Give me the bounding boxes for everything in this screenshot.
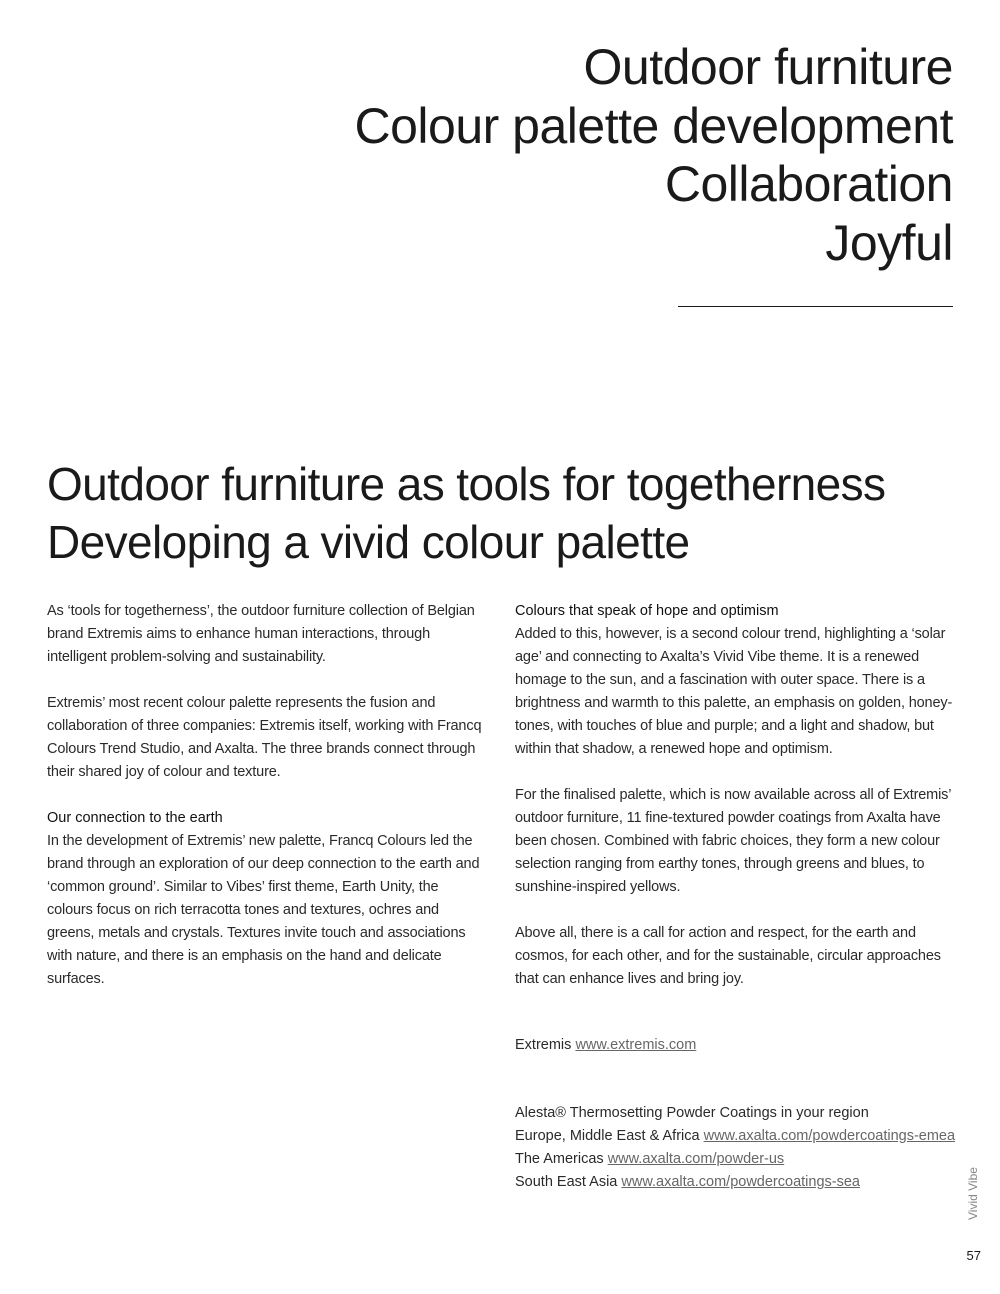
right-paragraph-2: For the finalised palette, which is now available across all of Extremis’ outdoor furniture, 11 fine-textured powder coatings from Axalta have been chosen. Combined with fabric choices, they form a new colour selection ranging from earthy tones, through greens and blues, to sunshine-inspired yellows. — [515, 787, 951, 895]
axalta-region-row — [515, 1125, 955, 1148]
article-title-line-2: Developing a vivid colour palette — [47, 516, 690, 568]
extremis-credit — [515, 1034, 696, 1057]
axalta-region-row — [515, 1171, 955, 1194]
header-line-colour-palette: Colour palette development — [354, 97, 953, 154]
header-keywords — [253, 38, 953, 272]
right-paragraph-3: Above all, there is a call for action and respect, for the earth and cosmos, for each other, and for the sustainable, circular approaches that can enhance lives and bring joy. — [515, 925, 941, 987]
right-paragraph-1: Added to this, however, is a second colour trend, highlighting a ‘solar age’ and connecting to Axalta’s Vivid Vibe theme. It is a renewed homage to the sun, and a fascination with outer space. There is a brightness and warmth to this palette, an emphasis on golden, honey-tones, with touches of blue and purple; and a light and shadow, but within that shadow, a renewed hope and optimism. — [515, 626, 953, 757]
header-line-outdoor-furniture: Outdoor furniture — [583, 39, 953, 95]
axalta-emea-link[interactable]: www.axalta.com/powdercoatings-emea — [703, 1128, 956, 1144]
axalta-region-label: South East Asia — [515, 1174, 618, 1190]
axalta-us-link[interactable]: www.axalta.com/powder-us — [607, 1151, 785, 1167]
header-line-collaboration: Collaboration — [664, 156, 953, 212]
left-paragraph-3: In the development of Extremis’ new palette, Francq Colours led the brand through an exploration of our deep connection to the earth and ‘common ground’. Similar to Vibes’ first theme, Earth Unity, the colours focus on rich terracotta tones and textures, ochres and greens, metals and crystals. Textures invite touch and associations with nature, and there is an emphasis on the hand and delicate surfaces. — [47, 833, 480, 987]
extremis-link[interactable]: www.extremis.com — [575, 1037, 697, 1053]
axalta-region-label: Europe, Middle East & Africa — [515, 1128, 700, 1144]
axalta-region-label: The Americas — [515, 1151, 604, 1167]
left-paragraph-2: Extremis’ most recent colour palette represents the fusion and collaboration of three companies: Extremis itself, working with Francq Colours Trend Studio, and Axalta. The three brands connect through their shared joy of colour and texture. — [47, 695, 482, 780]
left-column — [47, 600, 487, 1014]
subhead-hope-optimism: Colours that speak of hope and optimism — [515, 603, 779, 619]
axalta-sea-link[interactable]: www.axalta.com/powdercoatings-sea — [621, 1174, 860, 1190]
section-side-label: Vivid Vibe — [966, 1167, 980, 1220]
right-column — [515, 600, 957, 1014]
subhead-earth-connection: Our connection to the earth — [47, 810, 223, 826]
axalta-credits — [515, 1102, 955, 1194]
left-paragraph-1: As ‘tools for togetherness’, the outdoor furniture collection of Belgian brand Extremis aims to enhance human interactions, through intelligent problem-solving and sustainability. — [47, 603, 475, 665]
header-line-joyful: Joyful — [825, 214, 953, 271]
article-title — [47, 455, 947, 571]
axalta-heading: Alesta® Thermosetting Powder Coatings in your region — [515, 1105, 869, 1121]
extremis-label: Extremis — [515, 1037, 572, 1053]
header-divider — [678, 306, 953, 307]
article-title-line-1: Outdoor furniture as tools for togetherness — [47, 458, 886, 510]
page-number: 57 — [966, 1248, 981, 1263]
axalta-region-row — [515, 1148, 955, 1171]
